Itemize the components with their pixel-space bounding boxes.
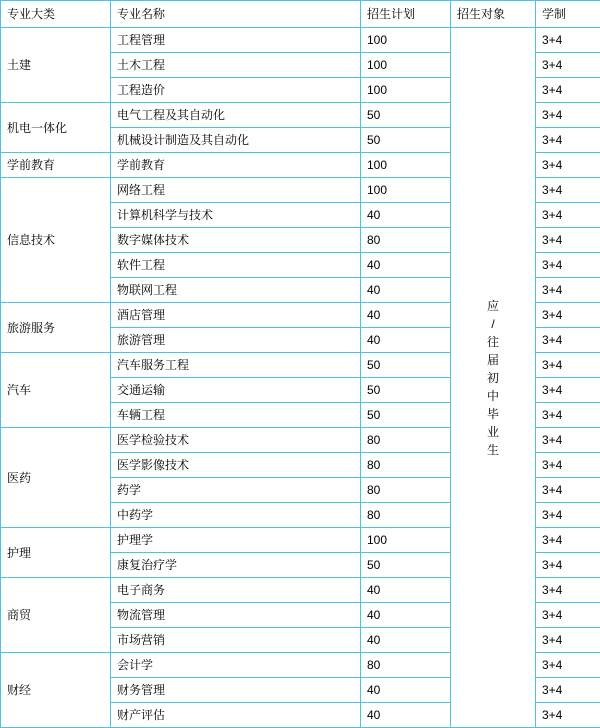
education-system-cell: 3+4 <box>536 303 600 328</box>
education-system-cell: 3+4 <box>536 28 600 53</box>
major-name-cell: 会计学 <box>111 653 361 678</box>
column-header-major-name: 专业名称 <box>111 1 361 28</box>
major-name-cell: 学前教育 <box>111 153 361 178</box>
education-system-cell: 3+4 <box>536 428 600 453</box>
major-name-cell: 物流管理 <box>111 603 361 628</box>
education-system-cell: 3+4 <box>536 528 600 553</box>
major-name-cell: 交通运输 <box>111 378 361 403</box>
major-category-cell: 学前教育 <box>1 153 111 178</box>
major-name-cell: 医学影像技术 <box>111 453 361 478</box>
enrollment-plan-cell: 100 <box>361 178 451 203</box>
education-system-cell: 3+4 <box>536 128 600 153</box>
enrollment-plan-cell: 50 <box>361 353 451 378</box>
major-name-cell: 市场营销 <box>111 628 361 653</box>
education-system-cell: 3+4 <box>536 253 600 278</box>
major-name-cell: 康复治疗学 <box>111 553 361 578</box>
major-name-cell: 财务管理 <box>111 678 361 703</box>
enrollment-plan-cell: 50 <box>361 128 451 153</box>
enrollment-plan-cell: 100 <box>361 153 451 178</box>
major-name-cell: 工程管理 <box>111 28 361 53</box>
major-name-cell: 医学检验技术 <box>111 428 361 453</box>
education-system-cell: 3+4 <box>536 53 600 78</box>
education-system-cell: 3+4 <box>536 453 600 478</box>
enrollment-plan-cell: 40 <box>361 703 451 728</box>
enrollment-plan-cell: 40 <box>361 203 451 228</box>
enrollment-plan-cell: 40 <box>361 303 451 328</box>
enrollment-plan-cell: 40 <box>361 328 451 353</box>
table-header <box>1 1 600 28</box>
major-category-cell: 汽车 <box>1 353 111 428</box>
enrollment-target-text: 应 / 往 届 初 中 毕 业 生 <box>457 297 529 459</box>
education-system-cell: 3+4 <box>536 703 600 728</box>
major-name-cell: 财产评估 <box>111 703 361 728</box>
major-name-cell: 工程造价 <box>111 78 361 103</box>
enrollment-plan-cell: 50 <box>361 103 451 128</box>
education-system-cell: 3+4 <box>536 678 600 703</box>
major-name-cell: 土木工程 <box>111 53 361 78</box>
major-category-cell: 护理 <box>1 528 111 578</box>
education-system-cell: 3+4 <box>536 628 600 653</box>
column-header-enrollment-target: 招生对象 <box>451 1 536 28</box>
education-system-cell: 3+4 <box>536 478 600 503</box>
education-system-cell: 3+4 <box>536 353 600 378</box>
education-system-cell: 3+4 <box>536 203 600 228</box>
major-name-cell: 护理学 <box>111 528 361 553</box>
enrollment-plan-cell: 40 <box>361 628 451 653</box>
enrollment-plan-cell: 100 <box>361 53 451 78</box>
column-header-education-system: 学制 <box>536 1 600 28</box>
column-header-enrollment-plan: 招生计划 <box>361 1 451 28</box>
enrollment-plan-cell: 80 <box>361 478 451 503</box>
major-name-cell: 药学 <box>111 478 361 503</box>
major-name-cell: 电气工程及其自动化 <box>111 103 361 128</box>
enrollment-plan-cell: 100 <box>361 28 451 53</box>
education-system-cell: 3+4 <box>536 228 600 253</box>
major-category-cell: 机电一体化 <box>1 103 111 153</box>
table-row <box>1 28 600 53</box>
enrollment-plan-cell: 80 <box>361 453 451 478</box>
enrollment-plan-cell: 40 <box>361 603 451 628</box>
major-name-cell: 汽车服务工程 <box>111 353 361 378</box>
major-name-cell: 机械设计制造及其自动化 <box>111 128 361 153</box>
enrollment-plan-cell: 40 <box>361 253 451 278</box>
education-system-cell: 3+4 <box>536 553 600 578</box>
table-body <box>1 28 600 728</box>
major-category-cell: 土建 <box>1 28 111 103</box>
education-system-cell: 3+4 <box>536 153 600 178</box>
major-category-cell: 信息技术 <box>1 178 111 303</box>
major-name-cell: 车辆工程 <box>111 403 361 428</box>
enrollment-plan-cell: 100 <box>361 78 451 103</box>
major-name-cell: 物联网工程 <box>111 278 361 303</box>
major-category-cell: 旅游服务 <box>1 303 111 353</box>
education-system-cell: 3+4 <box>536 278 600 303</box>
enrollment-target-cell <box>451 28 536 728</box>
column-header-category: 专业大类 <box>1 1 111 28</box>
education-system-cell: 3+4 <box>536 378 600 403</box>
enrollment-plan-cell: 80 <box>361 428 451 453</box>
major-name-cell: 软件工程 <box>111 253 361 278</box>
enrollment-plan-cell: 40 <box>361 278 451 303</box>
major-category-cell: 商贸 <box>1 578 111 653</box>
major-category-cell: 医药 <box>1 428 111 528</box>
enrollment-plan-cell: 40 <box>361 678 451 703</box>
major-name-cell: 电子商务 <box>111 578 361 603</box>
education-system-cell: 3+4 <box>536 503 600 528</box>
enrollment-plan-cell: 80 <box>361 503 451 528</box>
enrollment-plan-cell: 40 <box>361 578 451 603</box>
enrollment-plan-cell: 50 <box>361 403 451 428</box>
major-name-cell: 数字媒体技术 <box>111 228 361 253</box>
major-category-cell: 财经 <box>1 653 111 728</box>
education-system-cell: 3+4 <box>536 178 600 203</box>
major-name-cell: 计算机科学与技术 <box>111 203 361 228</box>
education-system-cell: 3+4 <box>536 603 600 628</box>
education-system-cell: 3+4 <box>536 653 600 678</box>
enrollment-plan-cell: 50 <box>361 553 451 578</box>
major-name-cell: 旅游管理 <box>111 328 361 353</box>
enrollment-plan-cell: 100 <box>361 528 451 553</box>
education-system-cell: 3+4 <box>536 103 600 128</box>
enrollment-plan-cell: 80 <box>361 653 451 678</box>
table-header-row <box>1 1 600 28</box>
major-name-cell: 网络工程 <box>111 178 361 203</box>
education-system-cell: 3+4 <box>536 328 600 353</box>
major-name-cell: 酒店管理 <box>111 303 361 328</box>
education-system-cell: 3+4 <box>536 578 600 603</box>
education-system-cell: 3+4 <box>536 403 600 428</box>
education-system-cell: 3+4 <box>536 78 600 103</box>
major-name-cell: 中药学 <box>111 503 361 528</box>
enrollment-plan-cell: 80 <box>361 228 451 253</box>
enrollment-plan-cell: 50 <box>361 378 451 403</box>
